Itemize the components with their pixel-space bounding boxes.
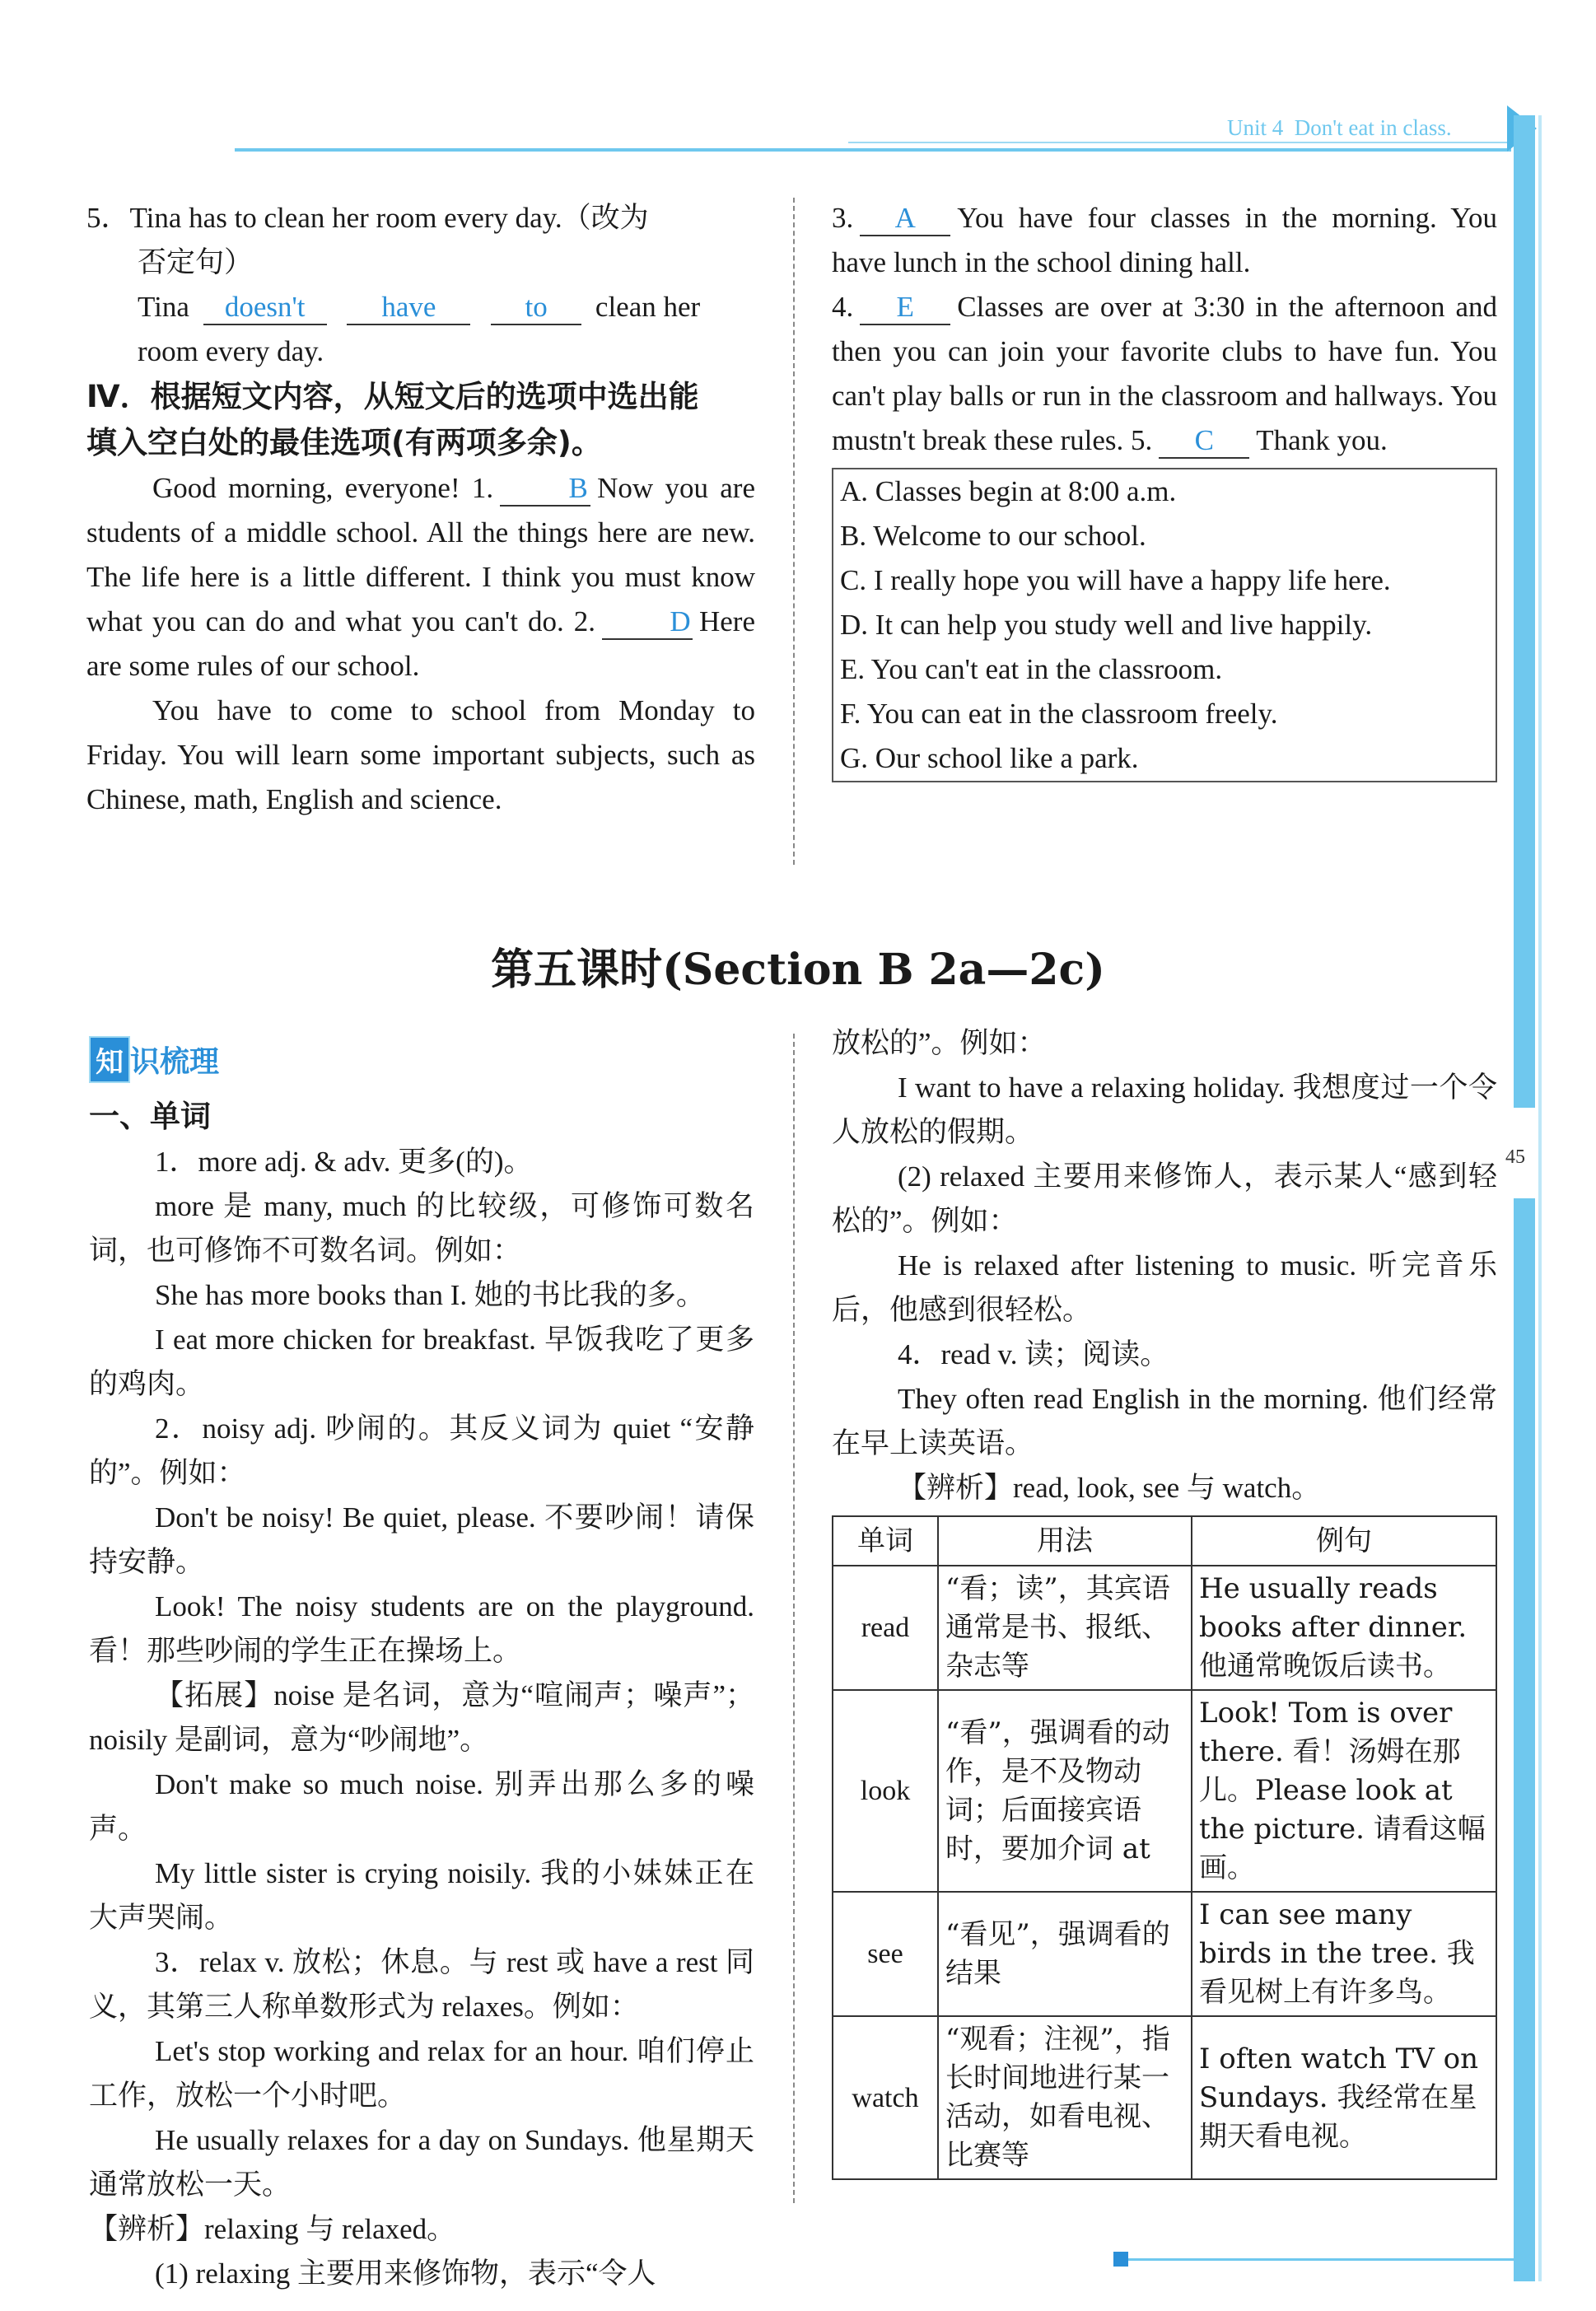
table-row xyxy=(833,2016,1496,2179)
passage-para-4: 4. E Classes are over at 3:30 in the afternoon and then you can join your favorite clubs to have fun. You can't play balls or run in the classroom and hallways. You mustn't break these rules. 5. C Thank you. xyxy=(832,285,1497,463)
note-paragraph: 一、单词 xyxy=(89,1099,211,1134)
q5-blank-2: have xyxy=(347,291,470,325)
bottom-left-column xyxy=(89,1094,754,2296)
note-paragraph: more 是 many, much 的比较级，可修饰可数名词，也可修饰不可数名词。例如： xyxy=(89,1190,754,1267)
column-divider-top xyxy=(793,198,795,865)
q5-line1: 5．Tina has to clean her room every day.（改为 xyxy=(86,202,649,234)
option-d: D. It can help you study well and live happily. xyxy=(840,609,1373,641)
table-header: 单词 xyxy=(833,1516,938,1566)
table-word: look xyxy=(833,1690,938,1892)
table-word: see xyxy=(833,1892,938,2016)
note-paragraph: Look! The noisy students are on the playground. 看！那些吵闹的学生正在操场上。 xyxy=(89,1590,754,1667)
table-example: He usually reads books after dinner. 他通常晚饭后读书。 xyxy=(1192,1566,1496,1690)
option-a: A. Classes begin at 8:00 a.m. xyxy=(840,475,1177,507)
blank-2: D xyxy=(602,605,693,640)
option-e: E. You can't eat in the classroom. xyxy=(840,653,1223,685)
section4-heading-2: 填入空白处的最佳选项(有两项多余)。 xyxy=(86,425,602,460)
note-paragraph: He usually relaxes for a day on Sundays. 他星期天通常放松一天。 xyxy=(89,2124,754,2201)
table-header-row xyxy=(833,1516,1496,1566)
q5-blank-3: to xyxy=(491,291,581,325)
note-paragraph: She has more books than I. 她的书比我的多。 xyxy=(155,1279,705,1311)
blank-5: C xyxy=(1159,424,1249,459)
table-usage: “观看；注视”，指长时间地进行某一活动，如看电视、比赛等 xyxy=(938,2016,1192,2179)
note-paragraph: My little sister is crying noisily. 我的小妹妹正在大声哭闹。 xyxy=(89,1857,754,1934)
note-paragraph: Let's stop working and relax for an hour. 咱们停止工作，放松一个小时吧。 xyxy=(89,2035,754,2112)
q5-line2: 否定句） xyxy=(138,246,254,279)
note-paragraph: I eat more chicken for breakfast. 早饭我吃了更多的鸡肉。 xyxy=(89,1324,754,1400)
bottom-right-column xyxy=(832,1021,1497,2180)
note-paragraph: 【辨析】read, look, see 与 watch。 xyxy=(898,1472,1321,1504)
q5-line4: room every day. xyxy=(138,335,324,367)
option-f: F. You can eat in the classroom freely. xyxy=(840,698,1278,730)
top-left-column xyxy=(86,196,755,822)
page-number: 45 xyxy=(1505,1146,1525,1168)
note-paragraph: (1) relaxing 主要用来修饰物，表示“令人 xyxy=(155,2257,656,2290)
option-g: G. Our school like a park. xyxy=(840,742,1139,774)
passage-para-2: You have to come to school from Monday to Friday. You will learn some important subjects, such as Chinese, math, English and science. xyxy=(86,694,755,815)
table-word: read xyxy=(833,1566,938,1690)
table-usage: “看；读”，其宾语通常是书、报纸、杂志等 xyxy=(938,1566,1192,1690)
option-c: C. I really hope you will have a happy life here. xyxy=(840,564,1391,596)
blank-4: E xyxy=(860,291,950,325)
lesson-title: 第五课时(Section B 2a—2c) xyxy=(491,945,1105,995)
bottom-square xyxy=(1113,2252,1128,2267)
header-rule xyxy=(235,148,1511,152)
table-row xyxy=(833,1892,1496,2016)
zhishi-label: 识梳理 xyxy=(130,1045,220,1079)
section4-heading-1: Ⅳ．根据短文内容，从短文后的选项中选出能 xyxy=(86,379,699,414)
table-row xyxy=(833,1566,1496,1690)
note-paragraph: 2．noisy adj. 吵闹的。其反义词为 quiet “安静的”。例如： xyxy=(89,1412,754,1489)
passage-para-1: Good morning, everyone! 1. B Now you are students of a middle school. All the things here are new. The life here is a little different. I think you must know what you can do and what you can't do. 2. D Here are some rules of our school. xyxy=(86,472,756,682)
table-example: I can see many birds in the tree. 我看见树上有许多鸟。 xyxy=(1192,1892,1496,2016)
note-paragraph: 【拓展】noise 是名词，意为“喧闹声；噪声”；noisily 是副词，意为“吵闹地”。 xyxy=(89,1679,754,1756)
table-row xyxy=(833,1690,1496,1892)
comparison-table xyxy=(832,1515,1497,2180)
note-paragraph: 放松的”。例如： xyxy=(832,1027,1047,1059)
table-header: 例句 xyxy=(1192,1516,1496,1566)
column-divider-bottom xyxy=(793,1034,795,2203)
edge-band-edge xyxy=(1538,115,1542,2281)
table-example: Look! Tom is over there. 看！汤姆在那儿。Please look at the picture. 请看这幅画。 xyxy=(1192,1690,1496,1892)
note-paragraph: He is relaxed after listening to music. 听完音乐后，他感到很轻松。 xyxy=(832,1249,1497,1326)
option-b: B. Welcome to our school. xyxy=(840,520,1146,552)
table-header: 用法 xyxy=(938,1516,1192,1566)
table-usage: “看”，强调看的动作，是不及物动词；后面接宾语时，要加介词 at xyxy=(938,1690,1192,1892)
note-paragraph: (2) relaxed 主要用来修饰人，表示某人“感到轻松的”。例如： xyxy=(832,1160,1497,1237)
table-word: watch xyxy=(833,2016,938,2179)
passage-para-3: 3. A You have four classes in the morning. You have lunch in the school dining hall. xyxy=(832,202,1497,278)
blank-3: A xyxy=(860,202,950,236)
note-paragraph: 3．relax v. 放松；休息。与 rest 或 have a rest 同义，其第三人称单数形式为 relaxes。例如： xyxy=(89,1946,754,2023)
zhishi-heading xyxy=(89,1036,219,1083)
running-header: Unit 4 Don't eat in class. xyxy=(1227,115,1452,140)
zhishi-badge: 知 xyxy=(89,1036,130,1083)
note-paragraph: Don't make so much noise. 别弄出那么多的噪声。 xyxy=(89,1768,754,1845)
blank-1: B xyxy=(500,472,590,507)
header-rule-thin xyxy=(848,142,1507,143)
note-paragraph: Don't be noisy! Be quiet, please. 不要吵闹！请保持安静。 xyxy=(89,1501,754,1578)
note-paragraph: 【辨析】relaxing 与 relaxed。 xyxy=(89,2213,456,2245)
q5-answer-line: Tina doesn't have to clean her xyxy=(86,285,755,329)
edge-band-lower xyxy=(1514,1198,1535,2281)
note-paragraph: 4．read v. 读；阅读。 xyxy=(898,1338,1169,1370)
note-paragraph: They often read English in the morning. 他们经常在早上读英语。 xyxy=(832,1383,1497,1459)
bottom-rule xyxy=(1120,2258,1515,2261)
note-paragraph: I want to have a relaxing holiday. 我想度过一个令人放松的假期。 xyxy=(832,1071,1497,1148)
table-usage: “看见”，强调看的结果 xyxy=(938,1892,1192,2016)
table-example: I often watch TV on Sundays. 我经常在星期天看电视。 xyxy=(1192,2016,1496,2179)
top-right-column xyxy=(832,196,1497,782)
q5-blank-1: doesn't xyxy=(203,291,327,325)
note-paragraph: 1．more adj. & adv. 更多(的)。 xyxy=(155,1146,533,1178)
options-box xyxy=(832,468,1497,782)
